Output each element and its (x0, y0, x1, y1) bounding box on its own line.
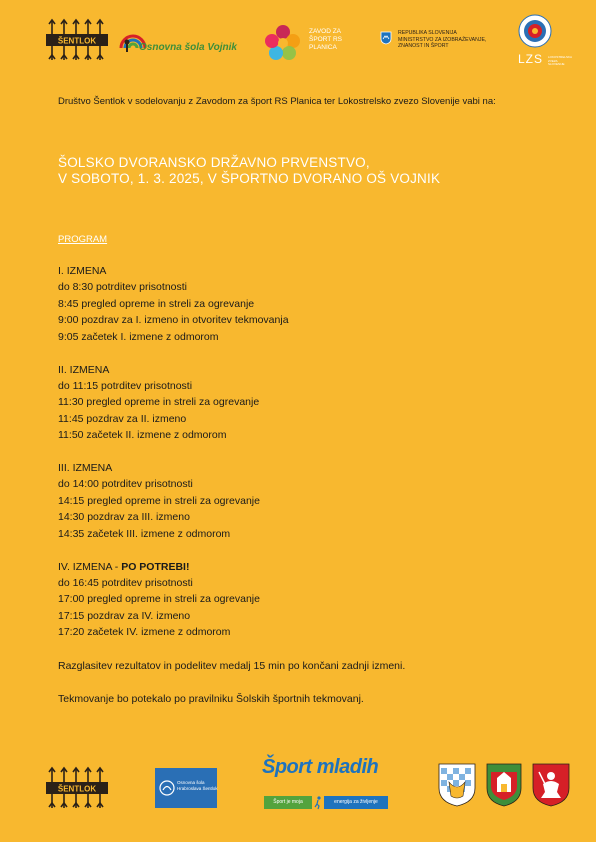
crest-red-icon (531, 762, 571, 808)
lzs-text: LZS (518, 52, 544, 66)
schedule-line: do 11:15 potrditev prisotnosti (58, 379, 193, 392)
planica-logo (262, 22, 362, 64)
school-vojnik-logo (117, 22, 247, 62)
sentlok-logo (46, 766, 108, 810)
crest-green-icon (485, 762, 523, 808)
schedule-line: 8:45 pregled opreme in streli za ogrevanje (58, 297, 255, 310)
shift-heading: I. IZMENA (58, 265, 107, 277)
schedule-line: 17:15 pozdrav za IV. izmeno (58, 609, 191, 622)
svg-text:ŠENTLOK: ŠENTLOK (57, 36, 97, 46)
lzs-subtext: LOKOSTRELSKA ZVEZA SLOVENIJE (548, 55, 572, 67)
school-sentlok-text: Osnovna šola Hrabroslava Šentlok (177, 780, 218, 791)
sport-mladih-title: Šport mladih (262, 756, 379, 778)
school-name: Osnovna šola Vojnik (139, 42, 237, 53)
shift-heading: III. IZMENA (58, 462, 113, 475)
shift-2 (58, 362, 548, 444)
schedule-line: 14:15 pregled opreme in streli za ogrevanje (58, 494, 260, 507)
event-title (58, 155, 548, 187)
schedule-line: 11:50 začetek II. izmene z odmorom (58, 429, 227, 442)
header-logo-row (0, 12, 596, 72)
schedule-line: 11:30 pregled opreme in streli za ogrevanje (58, 396, 260, 409)
schedule-line: do 14:00 potrditev prisotnosti (58, 478, 193, 491)
event-title-line-2: V SOBOTO, 1. 3. 2025, V ŠPORTNO DVORANO OŠ VOJNIK (58, 171, 441, 186)
shift-4 (58, 559, 548, 641)
sport-mladih-tag-left: Šport je moja (264, 796, 312, 809)
school-sentlok-logo (155, 768, 217, 808)
shift-heading: IV. IZMENA - PO POTREBI! (58, 560, 190, 573)
sport-mladih-tag-right: energija za življenje (324, 796, 388, 809)
rules-note: Tekmovanje bo potekalo po pravilniku Šolskih športnih tekmovanj. (58, 693, 364, 705)
program-label: PROGRAM (58, 234, 108, 245)
schedule-line: 9:00 pozdrav za I. izmeno in otvoritev tekmovanja (58, 314, 289, 327)
svg-text:ŠENTLOK: ŠENTLOK (57, 784, 97, 794)
crest-vojnik (437, 762, 477, 808)
intro-text: Društvo Šentlok v sodelovanju z Zavodom za šport RS Planica ter Lokostrelsko zvezo Slovenije vabi na: (58, 96, 496, 107)
shift-conditional-note: PO POTREBI! (121, 560, 190, 573)
schedule-line: 17:00 pregled opreme in streli za ogrevanje (58, 593, 260, 606)
schedule-line: 14:35 začetek III. izmene z odmorom (58, 527, 231, 540)
crest-blue-icon (437, 762, 477, 808)
crest-municipality (485, 762, 523, 808)
sentlok-logo (46, 18, 108, 62)
target-icon (518, 14, 552, 48)
schedule-line: do 8:30 potrditev prisotnosti (58, 281, 187, 294)
ministry-text: REPUBLIKA SLOVENIJA MINISTRSTVO ZA IZOBRAŽEVANJE, ZNANOST IN ŠPORT (398, 30, 487, 50)
schedule-line: 11:45 pozdrav za II. izmeno (58, 412, 187, 425)
event-title-line-1: ŠOLSKO DVORANSKO DRŽAVNO PRVENSTVO, (58, 155, 370, 170)
schedule-line: 9:05 začetek I. izmene z odmorom (58, 330, 219, 343)
crest-celje (531, 762, 571, 808)
runner-icon (313, 796, 323, 810)
sport-mladih-logo (262, 756, 390, 812)
planica-flower-icon (262, 22, 304, 64)
shift-3 (58, 460, 548, 542)
schedule-line: do 16:45 potrditev prisotnosti (58, 577, 193, 589)
shift-1 (58, 263, 548, 345)
schedule-line: 17:20 začetek IV. izmene z odmorom (58, 626, 231, 639)
coat-of-arms-icon (380, 31, 392, 45)
footer-logo-row (0, 752, 596, 812)
arrows-icon (46, 766, 108, 810)
schedule-line: 14:30 pozdrav za III. izmeno (58, 511, 190, 524)
results-note: Razglasitev rezultatov in podelitev medalj 15 min po končani zadnji izmeni. (58, 660, 406, 672)
school-emblem-icon (159, 780, 175, 796)
schedule (58, 263, 548, 657)
arrows-icon (46, 18, 108, 62)
shift-heading: II. IZMENA (58, 363, 110, 376)
planica-text: ZAVOD ZA ŠPORT RS PLANICA (309, 28, 342, 51)
ministry-logo (380, 30, 505, 58)
lzs-logo (516, 14, 576, 70)
